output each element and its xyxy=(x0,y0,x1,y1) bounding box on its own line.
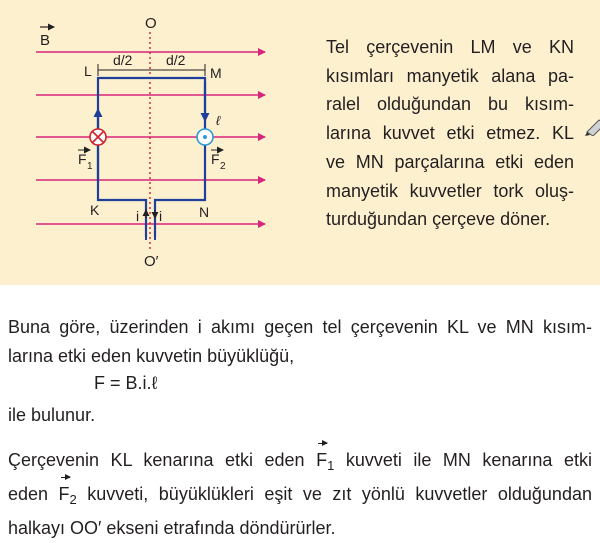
paragraph-line: eden $F_2$ kuvveti, büyüklükleri eşit ve zıt yönlü kuvvetler olduğundan xyxy=(8,480,592,514)
paragraph-line: Çerçevenin KL kenarına etki eden $F_1$ kuvveti ile MN kenarına etki xyxy=(8,446,592,480)
explanation-text xyxy=(326,33,574,234)
half-width-left-label: d/2 xyxy=(113,52,133,68)
field-label: B xyxy=(40,32,51,49)
corner-M-label: M xyxy=(210,65,222,81)
force1-vector: F xyxy=(316,446,327,475)
paragraph-line: Buna göre, üzerinden i akımı geçen tel çerçevenin KL ve MN kısım- xyxy=(8,317,592,337)
length-label: ℓ xyxy=(216,113,221,128)
formula: F = B.i.ℓ xyxy=(94,373,158,393)
corner-L-label: L xyxy=(84,63,92,79)
pen-icon xyxy=(585,118,600,136)
current-left-label: i xyxy=(136,208,140,224)
magnetic-frame-diagram xyxy=(0,0,320,285)
side-text-line: larına kuvvet etki etmez. KL xyxy=(326,123,574,144)
paragraph-line: halkayı OO′ ekseni etrafında döndürürler. xyxy=(8,518,336,538)
svg-text:F: F xyxy=(211,151,220,167)
force2-vector: F xyxy=(59,480,70,509)
current-arrows xyxy=(136,208,162,224)
axis-bottom-label: O′ xyxy=(144,253,159,270)
paragraph-line: larına etki eden kuvvetin büyüklüğü, xyxy=(8,346,295,366)
side-text-line: ve MN parçalarına etki eden xyxy=(326,151,574,172)
force1-into-page-icon xyxy=(90,129,106,145)
corner-K-label: K xyxy=(90,202,100,218)
axis-top-label: O xyxy=(145,15,157,32)
side-text-line: kısımları manyetik alana pa- xyxy=(326,65,574,86)
svg-text:1: 1 xyxy=(87,161,93,172)
corner-N-label: N xyxy=(199,204,210,220)
paragraph-torque xyxy=(8,446,592,543)
svg-text:2: 2 xyxy=(220,161,226,172)
width-dimension xyxy=(98,52,205,76)
force2-label xyxy=(211,150,226,172)
side-text-line: ralel olduğundan bu kısım- xyxy=(326,94,574,115)
side-text-line: turduğundan çerçeve döner. xyxy=(326,209,551,230)
field-vector-label xyxy=(40,27,54,49)
wire-frame xyxy=(98,78,205,237)
paragraph-force-magnitude xyxy=(8,313,592,371)
side-text-line: manyetik kuvvetler tork oluş- xyxy=(326,180,574,201)
paragraph-ile-bulunur: ile bulunur. xyxy=(8,405,96,425)
half-width-right-label: d/2 xyxy=(166,52,186,68)
side-text-line: Tel çerçevenin LM ve KN xyxy=(326,37,574,57)
force2-out-of-page-icon xyxy=(197,129,213,145)
current-right-label: i xyxy=(159,208,163,224)
svg-text:F: F xyxy=(78,151,87,167)
force1-label xyxy=(78,150,93,172)
